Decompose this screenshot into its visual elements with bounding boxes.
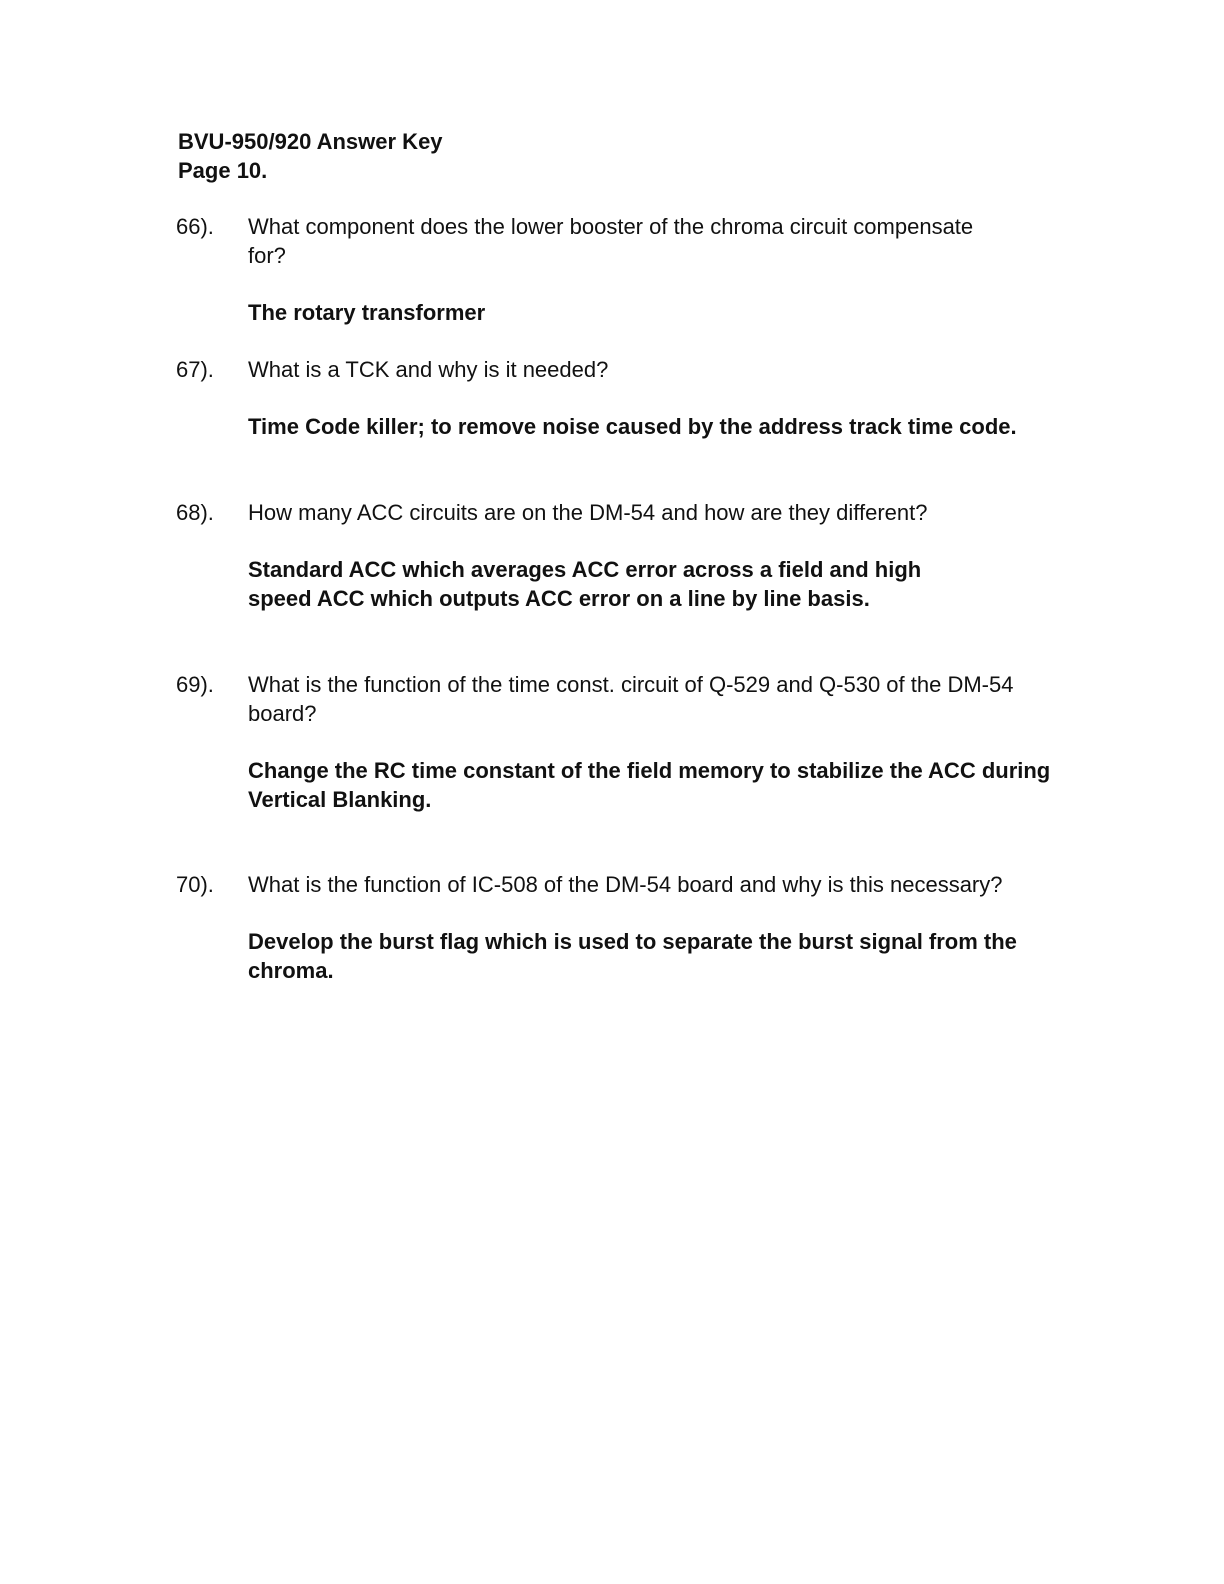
question-number: 67). bbox=[176, 357, 214, 382]
answer-text: Standard ACC which averages ACC error across a field and high speed ACC which outputs ACC error on a line by line basis. bbox=[248, 557, 922, 611]
question-number: 70). bbox=[176, 872, 214, 897]
question-text: What is a TCK and why is it needed? bbox=[248, 357, 609, 382]
document-title: BVU-950/920 Answer Key bbox=[178, 129, 443, 154]
qa-item-69 bbox=[176, 670, 1066, 814]
question-text: How many ACC circuits are on the DM-54 and how are they different? bbox=[248, 500, 928, 525]
answer-text: Develop the burst flag which is used to separate the burst signal from the chroma. bbox=[248, 929, 1017, 983]
qa-item-67 bbox=[176, 355, 1056, 441]
question-number: 66). bbox=[176, 214, 214, 239]
answer-text: Time Code killer; to remove noise caused by the address track time code. bbox=[248, 414, 1017, 439]
qa-item-68 bbox=[176, 498, 976, 613]
qa-item-66 bbox=[176, 212, 976, 327]
question-number: 69). bbox=[176, 672, 214, 697]
question-text: What component does the lower booster of the chroma circuit compensate for? bbox=[248, 214, 974, 268]
question-number: 68). bbox=[176, 500, 214, 525]
question-text: What is the function of IC-508 of the DM-54 board and why is this necessary? bbox=[248, 872, 1003, 897]
qa-item-70 bbox=[176, 870, 1066, 985]
answer-text: Change the RC time constant of the field memory to stabilize the ACC during Vertical Blanking. bbox=[248, 758, 1051, 812]
page-number: Page 10. bbox=[178, 158, 268, 183]
document-header bbox=[178, 127, 443, 185]
answer-text: The rotary transformer bbox=[248, 300, 486, 325]
question-text: What is the function of the time const. circuit of Q-529 and Q-530 of the DM-54 board? bbox=[248, 672, 1014, 726]
